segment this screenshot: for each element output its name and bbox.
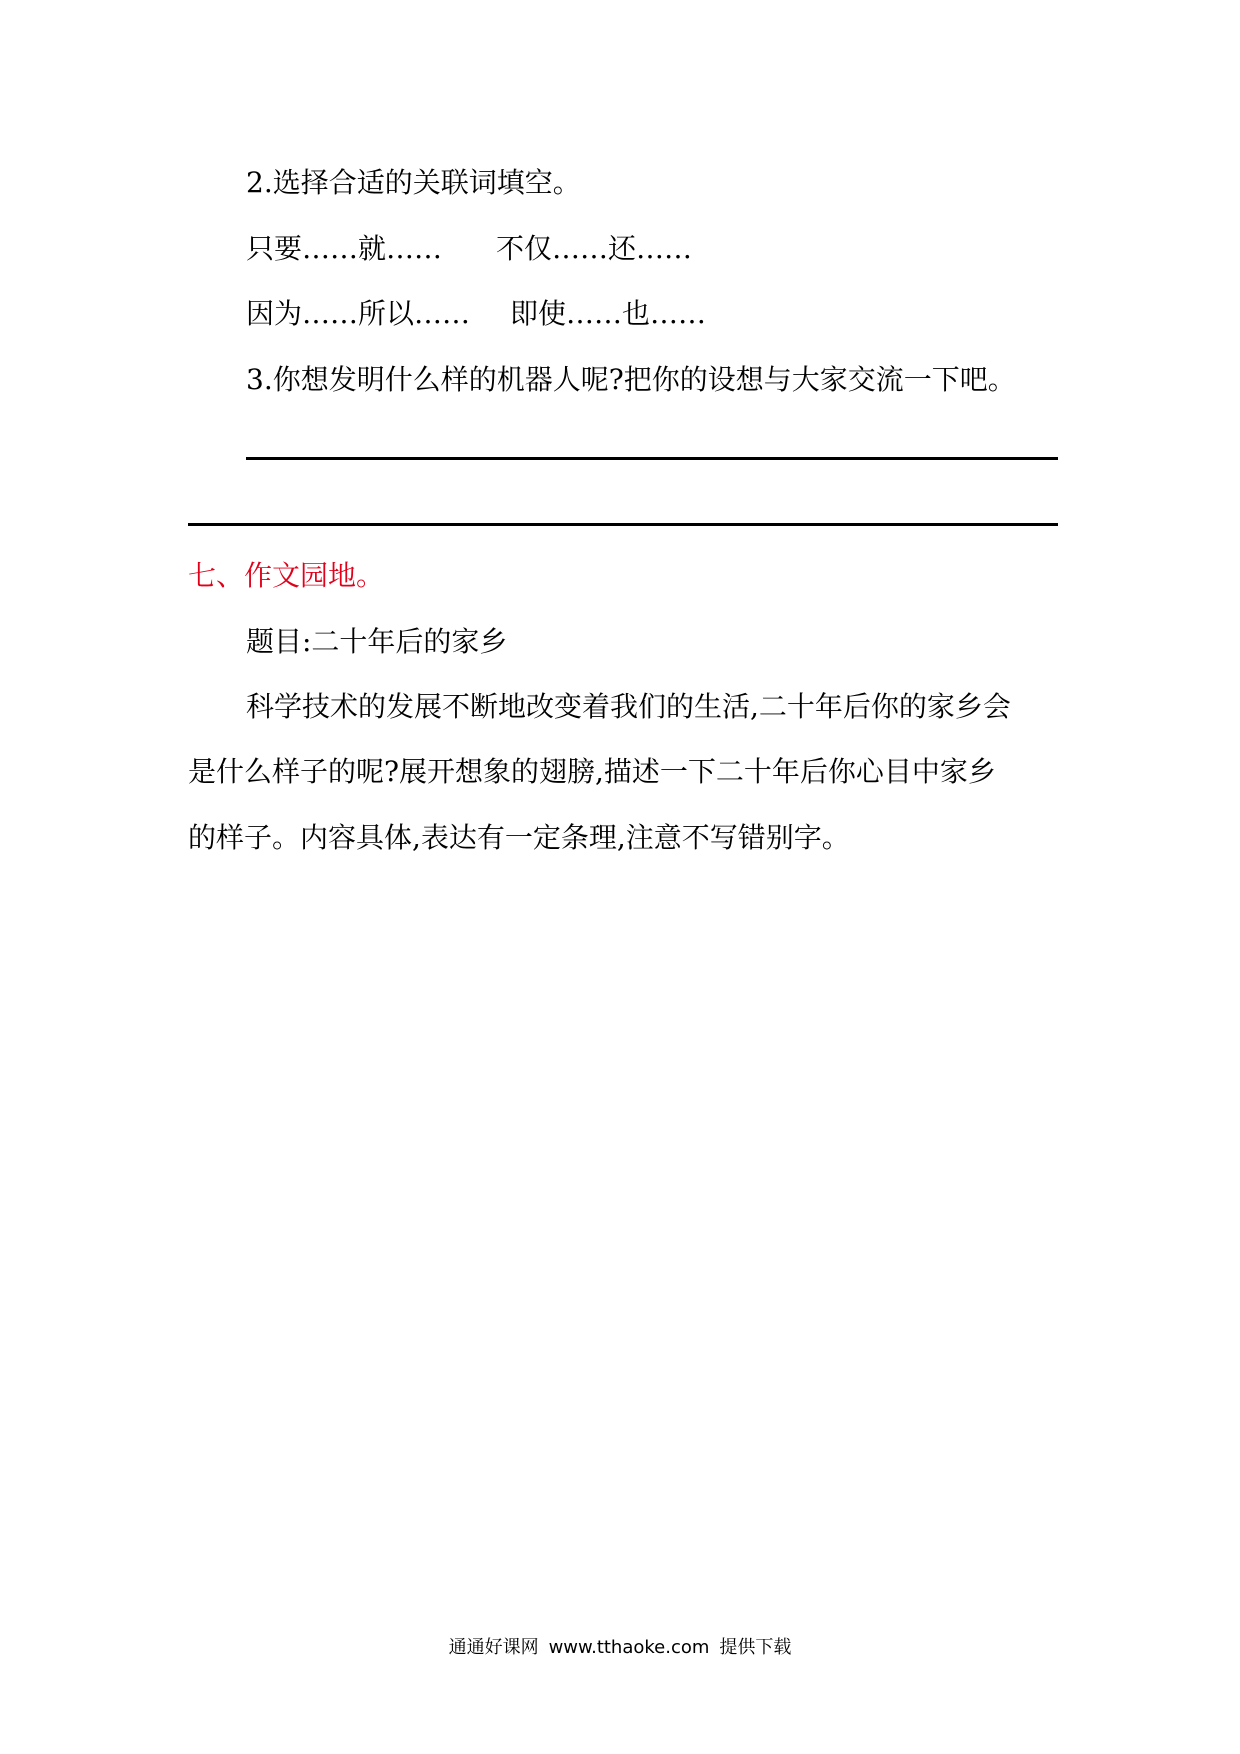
- question-2-title: 2.选择合适的关联词填空。: [246, 166, 581, 199]
- conjunction-option: 不仅……还……: [496, 232, 693, 265]
- footer-suffix: 提供下载: [719, 1637, 792, 1658]
- footer-site-name: 通通好课网: [448, 1637, 539, 1658]
- question-3-title: 3.你想发明什么样的机器人呢?把你的设想与大家交流一下吧。: [246, 363, 1016, 396]
- essay-topic: 题目:二十年后的家乡: [246, 625, 508, 658]
- conjunction-option: 即使……也……: [510, 297, 707, 330]
- conjunction-option: 因为……所以……: [246, 297, 471, 330]
- page-footer: [0, 1636, 1240, 1660]
- conjunction-option: 只要……就……: [246, 232, 443, 265]
- essay-instruction-line: 科学技术的发展不断地改变着我们的生活,二十年后你的家乡会: [246, 690, 1011, 723]
- footer-url[interactable]: www.tthaoke.com: [548, 1637, 710, 1658]
- answer-line[interactable]: [246, 457, 1058, 460]
- answer-line[interactable]: [188, 523, 1058, 526]
- section-7-heading: 七、作文园地。: [188, 559, 385, 592]
- essay-instruction-line: 的样子。内容具体,表达有一定条理,注意不写错别字。: [188, 821, 850, 854]
- essay-instruction-line: 是什么样子的呢?展开想象的翅膀,描述一下二十年后你心目中家乡: [188, 755, 996, 788]
